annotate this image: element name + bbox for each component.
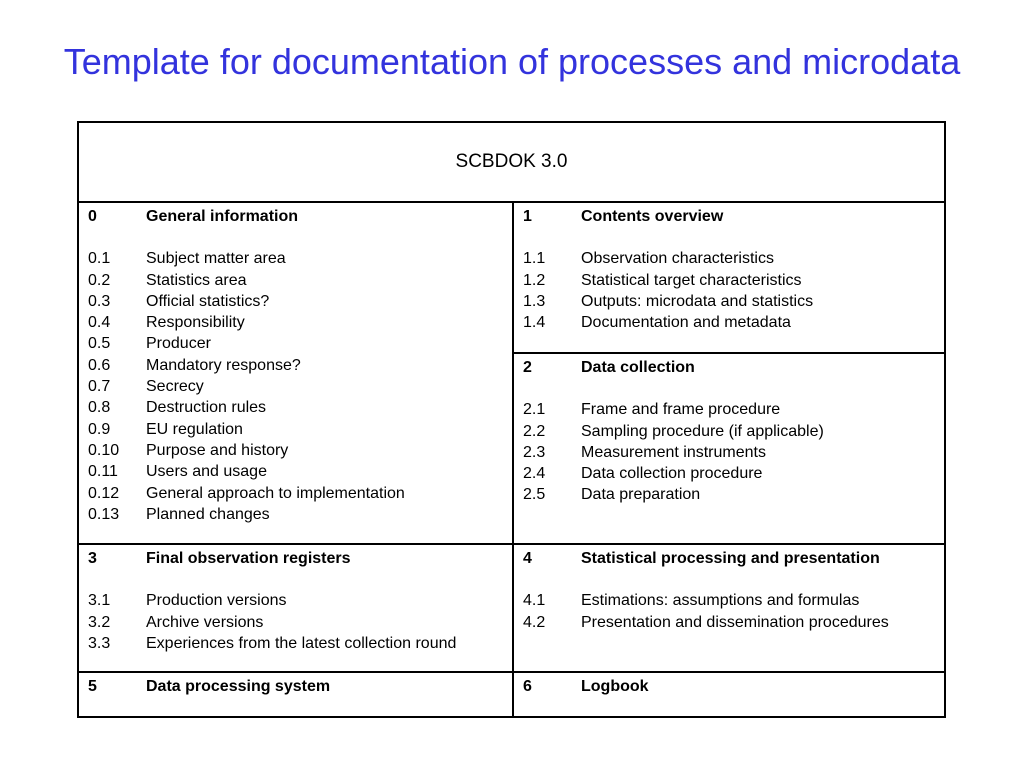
item-number: 3.1 (88, 592, 111, 610)
list-item (523, 248, 944, 269)
list-item (88, 483, 512, 504)
list-item (523, 463, 944, 484)
section-number: 4 (523, 550, 532, 567)
item-label: General approach to implementation (146, 484, 405, 502)
section-title: Final observation registers (146, 550, 351, 567)
list-item (88, 376, 512, 397)
item-number: 0.12 (88, 484, 120, 502)
item-number: 2.5 (523, 486, 546, 504)
list-item (523, 442, 944, 463)
item-number: 4.1 (523, 592, 546, 610)
table-header (78, 122, 945, 202)
list-item (88, 355, 512, 376)
section-1-heading (523, 206, 944, 227)
list-item (88, 291, 512, 312)
section-1-cell (513, 202, 945, 353)
section-5-cell (78, 672, 513, 717)
item-label: Production versions (146, 592, 287, 610)
item-label: Producer (146, 335, 211, 353)
section-title: Contents overview (581, 208, 724, 225)
section-title: Logbook (581, 678, 649, 695)
item-number: 0.2 (88, 271, 111, 289)
item-label: Destruction rules (146, 399, 267, 417)
list-item (523, 399, 944, 420)
item-number: 1.3 (523, 292, 546, 310)
item-number: 0.6 (88, 356, 111, 374)
section-0-cell (78, 202, 513, 544)
section-6-cell (513, 672, 945, 717)
list-item (523, 291, 944, 312)
section-4-heading (523, 548, 944, 569)
section-title: General information (146, 208, 299, 225)
item-number: 2.2 (523, 422, 546, 440)
item-number: 4.2 (523, 613, 546, 631)
item-number: 2.1 (523, 401, 546, 419)
item-number: 3.3 (88, 634, 111, 652)
item-number: 0.8 (88, 399, 111, 417)
list-item (88, 633, 512, 654)
section-5-heading (88, 676, 512, 697)
item-number: 2.4 (523, 465, 546, 483)
section-6-heading (523, 676, 944, 697)
list-item (88, 312, 512, 333)
item-label: Mandatory response? (146, 356, 301, 374)
section-3-heading (88, 548, 512, 569)
section-number: 6 (523, 678, 532, 695)
item-label: Responsibility (146, 314, 245, 332)
item-label: EU regulation (146, 420, 243, 438)
section-number: 2 (523, 359, 532, 376)
list-item (88, 461, 512, 482)
item-label: Observation characteristics (581, 250, 774, 268)
slide-title: Template for documentation of processes and microdata (63, 41, 961, 82)
scbdok-table (77, 121, 946, 718)
section-title: Data collection (581, 359, 695, 376)
item-label: Statistical target characteristics (581, 271, 802, 289)
item-label: Data collection procedure (581, 465, 763, 483)
section-2-cell (513, 353, 945, 544)
item-number: 0.9 (88, 420, 111, 438)
section-number: 5 (88, 678, 97, 695)
item-number: 0.11 (88, 463, 118, 481)
item-label: Sampling procedure (if applicable) (581, 422, 824, 440)
list-item (523, 612, 944, 633)
item-label: Presentation and dissemination procedures (581, 613, 889, 631)
section-title: Statistical processing and presentation (581, 550, 880, 567)
section-number: 0 (88, 208, 97, 225)
list-item (88, 590, 512, 611)
list-item (523, 270, 944, 291)
item-label: Experiences from the latest collection round (146, 634, 457, 652)
item-label: Data preparation (581, 486, 701, 504)
item-label: Official statistics? (146, 292, 270, 310)
section-2-heading (523, 357, 944, 378)
list-item (523, 484, 944, 505)
section-3-cell (78, 544, 513, 672)
item-label: Archive versions (146, 613, 264, 631)
list-item (88, 419, 512, 440)
item-number: 0.10 (88, 441, 120, 459)
item-number: 1.4 (523, 314, 546, 332)
item-number: 1.1 (523, 250, 546, 268)
item-label: Estimations: assumptions and formulas (581, 592, 860, 610)
item-label: Measurement instruments (581, 443, 766, 461)
list-item (88, 333, 512, 354)
item-label: Outputs: microdata and statistics (581, 292, 814, 310)
list-item (88, 440, 512, 461)
item-label: Users and usage (146, 463, 267, 481)
item-label: Secrecy (146, 378, 204, 396)
item-number: 0.1 (88, 250, 111, 268)
item-number: 0.5 (88, 335, 111, 353)
item-number: 0.13 (88, 505, 120, 523)
section-number: 3 (88, 550, 97, 567)
item-label: Purpose and history (146, 441, 289, 459)
list-item (88, 504, 512, 525)
table-header-label: SCBDOK 3.0 (455, 151, 568, 172)
list-item (523, 421, 944, 442)
item-label: Statistics area (146, 271, 247, 289)
list-item (523, 312, 944, 333)
item-number: 1.2 (523, 271, 546, 289)
item-number: 0.3 (88, 292, 111, 310)
list-item (88, 397, 512, 418)
section-title: Data processing system (146, 678, 331, 695)
section-number: 1 (523, 208, 532, 225)
item-number: 2.3 (523, 443, 546, 461)
item-number: 0.7 (88, 378, 111, 396)
list-item (88, 612, 512, 633)
list-item (88, 270, 512, 291)
list-item (523, 590, 944, 611)
item-label: Planned changes (146, 505, 270, 523)
item-label: Frame and frame procedure (581, 401, 781, 419)
item-number: 0.4 (88, 314, 111, 332)
item-label: Subject matter area (146, 250, 286, 268)
list-item (88, 248, 512, 269)
item-number: 3.2 (88, 613, 111, 631)
section-0-heading (88, 206, 512, 227)
section-4-cell (513, 544, 945, 672)
item-label: Documentation and metadata (581, 314, 791, 332)
